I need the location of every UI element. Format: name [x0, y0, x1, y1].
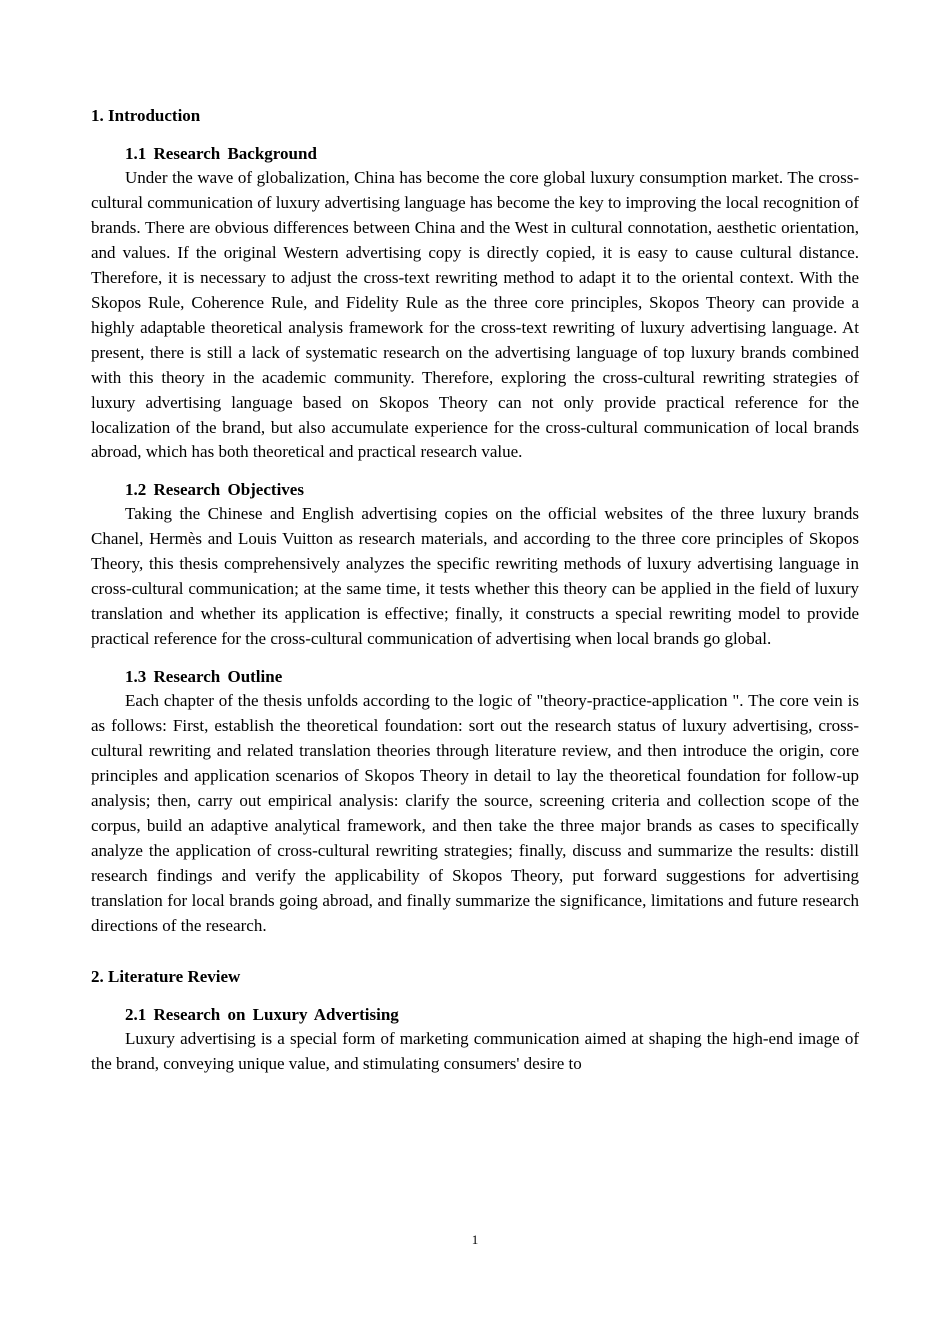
subsection-heading-research-objectives: 1.2 Research Objectives: [125, 480, 304, 500]
paragraph-research-background: Under the wave of globalization, China has become the core global luxury consumption market. The cross-cultural communication of luxury advertising language has become the key to improving the local recognition of brands. There are obvious differences between China and the West in cultural connotation, aesthetic orientation, and values. If the original Western advertising copy is directly copied, it is easy to cause cultural distance. Therefore, it is necessary to adjust the cross-text rewriting method to adapt it to the oriental context. With the Skopos Rule, Coherence Rule, and Fidelity Rule as the three core principles, Skopos Theory can provide a highly adaptable theoretical analysis framework for the cross-text rewriting of luxury advertising language. At present, there is still a lack of systematic research on the advertising language of top luxury brands combined with this theory in the academic community. Therefore, exploring the cross-cultural rewriting strategies of luxury advertising language based on Skopos Theory can not only provide practical reference for the localization of the brand, but also accumulate experience for the cross-cultural communication of local brands abroad, which has both theoretical and practical research value.: [91, 168, 859, 462]
paragraph-research-outline: Each chapter of the thesis unfolds according to the logic of "theory-practice-application ". The core vein is as follows: First, establish the theoretical foundation: sort out the research status of luxury advertising, cross-cultural rewriting and related translation theories through literature review, and then introduce the origin, core principles and application scenarios of Skopos Theory in detail to lay the theoretical foundation for follow-up analysis; then, carry out empirical analysis: clarify the source, screening criteria and collection scope of the corpus, build an adaptive analytical framework, and then take the three major brands as cases to specifically analyze the application of cross-cultural rewriting strategies; finally, discuss and summarize the results: distill research findings and verify the applicability of Skopos Theory, put forward suggestions for advertising translation for local brands going abroad, and finally summarize the significance, limitations and future research directions of the research.: [91, 691, 859, 935]
page-number: 1: [471, 1232, 479, 1247]
paragraph-luxury-advertising: Luxury advertising is a special form of marketing communication aimed at shaping the high-end image of the brand, conveying unique value, and stimulating consumers' desire to: [91, 1028, 859, 1073]
subsection-heading-luxury-advertising: 2.1 Research on Luxury Advertising: [125, 1004, 399, 1024]
page-body: [91, 103, 859, 1077]
paragraph-research-objectives: Taking the Chinese and English advertising copies on the official websites of the three luxury brands Chanel, Hermès and Louis Vuitton as research materials, and according to the three core principles of Skopos Theory, this thesis comprehensively analyzes the specific rewriting methods of luxury advertising language in cross-cultural communication; at the same time, it tests whether this theory can be applied in the field of luxury translation and whether its application is effective; finally, it constructs a special rewriting model to provide practical reference for the cross-cultural communication of advertising when local brands go global.: [91, 504, 859, 649]
section-heading-literature-review: 2. Literature Review: [91, 966, 241, 986]
subsection-heading-research-background: 1.1 Research Background: [125, 144, 317, 163]
section-heading-introduction: 1. Introduction: [91, 106, 201, 125]
subsection-heading-research-outline: 1.3 Research Outline: [125, 667, 283, 687]
